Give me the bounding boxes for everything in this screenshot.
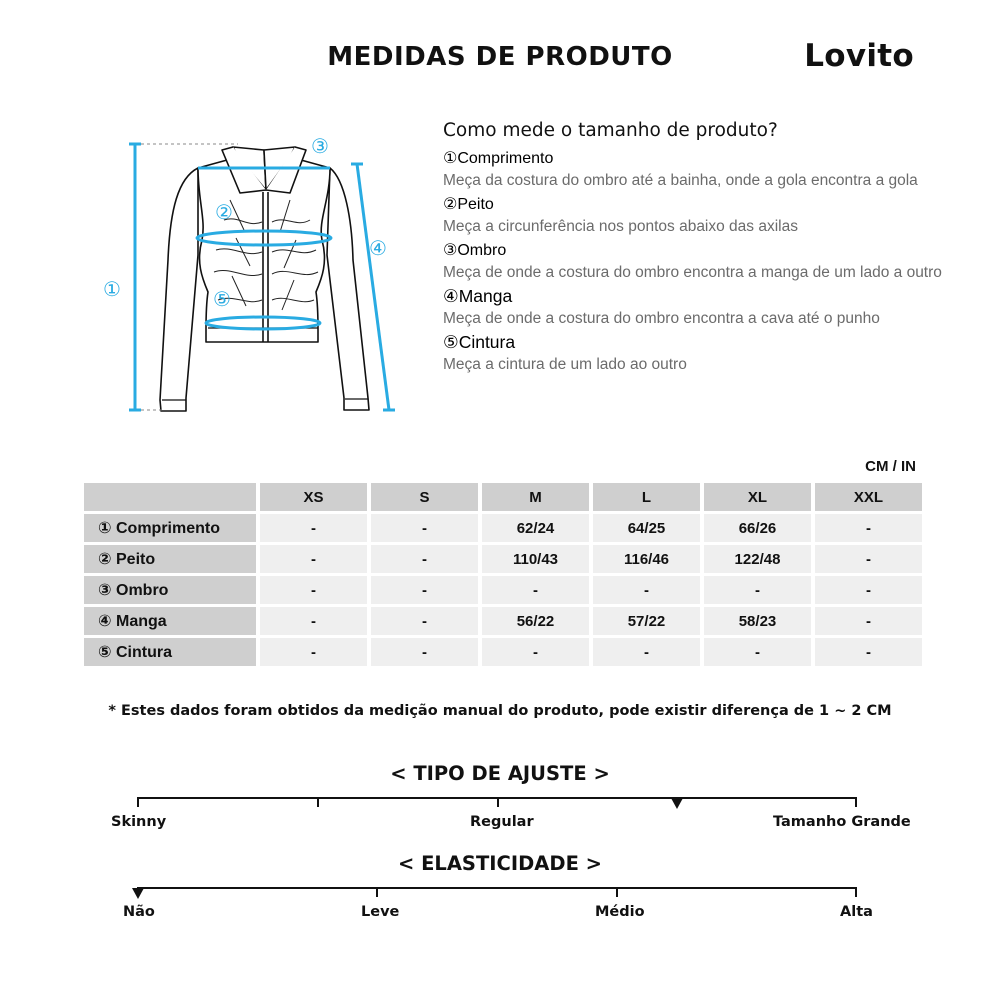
elasticity-scale-tick [855, 887, 857, 897]
table-row [84, 638, 922, 666]
size-header: XS [260, 483, 367, 511]
guide-item-desc: Meça de onde a costura do ombro encontra a cava até o punho [443, 310, 880, 327]
fit-scale-tick [317, 797, 319, 807]
table-cell: - [815, 638, 922, 666]
guide-item-ombro [443, 240, 943, 284]
table-cell: - [260, 545, 367, 573]
fit-marker-icon [671, 798, 683, 809]
table-row [84, 514, 922, 542]
fit-label-oversized: Tamanho Grande [773, 814, 911, 830]
guide-item-desc: Meça a circunferência nos pontos abaixo das axilas [443, 218, 798, 235]
fit-scale-tick [137, 797, 139, 807]
label-comprimento: ① [103, 277, 121, 301]
elasticity-label-light: Leve [361, 904, 400, 920]
table-corner-cell [84, 483, 256, 511]
guide-item-desc: Meça a cintura de um lado ao outro [443, 356, 687, 373]
table-row [84, 576, 922, 604]
elasticity-marker-icon [132, 888, 144, 899]
guide-item-manga [443, 286, 943, 330]
guide-item-title: ⑤Cintura [443, 332, 516, 352]
table-cell: - [815, 545, 922, 573]
size-header: S [371, 483, 478, 511]
table-cell: - [371, 514, 478, 542]
guide-item-cintura [443, 332, 943, 376]
table-cell: - [704, 576, 811, 604]
label-ombro: ③ [311, 134, 329, 158]
table-cell: 116/46 [593, 545, 700, 573]
row-label: ④ Manga [84, 607, 256, 635]
guide-item-title: ④Manga [443, 286, 513, 306]
table-cell: 56/22 [482, 607, 589, 635]
table-row [84, 545, 922, 573]
guide-item-desc: Meça de onde a costura do ombro encontra a manga de um lado a outro [443, 264, 942, 281]
unit-label: CM / IN [865, 458, 916, 475]
fit-label-skinny: Skinny [111, 814, 167, 830]
table-cell: 58/23 [704, 607, 811, 635]
table-cell: - [815, 607, 922, 635]
page-title: MEDIDAS DE PRODUTO [327, 42, 673, 72]
table-cell: - [371, 638, 478, 666]
table-cell: - [482, 638, 589, 666]
table-cell: 57/22 [593, 607, 700, 635]
table-cell: - [260, 638, 367, 666]
elasticity-label-medium: Médio [595, 904, 645, 920]
row-label: ③ Ombro [84, 576, 256, 604]
table-cell: - [371, 576, 478, 604]
guide-heading: Como mede o tamanho de produto? [443, 120, 778, 141]
elasticity-scale-tick [616, 887, 618, 897]
table-cell: - [260, 576, 367, 604]
guide-item-desc: Meça da costura do ombro até a bainha, onde a gola encontra a gola [443, 172, 918, 189]
table-cell: - [704, 638, 811, 666]
size-header: XXL [815, 483, 922, 511]
fit-label-regular: Regular [470, 814, 534, 830]
size-header: XL [704, 483, 811, 511]
guide-item-peito [443, 194, 943, 238]
label-peito: ② [215, 200, 233, 224]
table-cell: 122/48 [704, 545, 811, 573]
table-cell: - [260, 514, 367, 542]
table-cell: - [815, 576, 922, 604]
garment-diagram [95, 130, 405, 425]
table-cell: 110/43 [482, 545, 589, 573]
guide-item-title: ③Ombro [443, 242, 507, 259]
table-cell: - [371, 607, 478, 635]
elasticity-scale-line [137, 887, 857, 889]
elasticity-label-high: Alta [840, 904, 873, 920]
table-cell: - [260, 607, 367, 635]
fit-scale-tick [855, 797, 857, 807]
brand-logo: Lovito [804, 38, 914, 74]
guide-item-title: ①Comprimento [443, 150, 554, 167]
disclaimer-note: * Estes dados foram obtidos da medição manual do produto, pode existir diferença de 1 ~ 2 CM [108, 703, 892, 719]
table-cell: 62/24 [482, 514, 589, 542]
size-header: M [482, 483, 589, 511]
elasticity-scale-title: < ELASTICIDADE > [397, 852, 603, 875]
table-cell: - [482, 576, 589, 604]
guide-item-title: ②Peito [443, 196, 494, 213]
size-header: L [593, 483, 700, 511]
row-label: ① Comprimento [84, 514, 256, 542]
elasticity-scale-tick [376, 887, 378, 897]
label-manga: ④ [369, 236, 387, 260]
label-cintura: ⑤ [213, 287, 231, 311]
fit-scale-title: < TIPO DE AJUSTE > [390, 762, 610, 785]
table-header-row [84, 483, 922, 511]
table-cell: - [371, 545, 478, 573]
fit-scale-tick [497, 797, 499, 807]
table-cell: - [815, 514, 922, 542]
row-label: ⑤ Cintura [84, 638, 256, 666]
table-cell: 64/25 [593, 514, 700, 542]
table-cell: 66/26 [704, 514, 811, 542]
elasticity-label-none: Não [123, 904, 155, 920]
table-cell: - [593, 576, 700, 604]
table-row [84, 607, 922, 635]
row-label: ② Peito [84, 545, 256, 573]
measurement-guide [443, 120, 943, 378]
size-table [80, 480, 926, 669]
table-cell: - [593, 638, 700, 666]
guide-item-comprimento [443, 148, 943, 192]
